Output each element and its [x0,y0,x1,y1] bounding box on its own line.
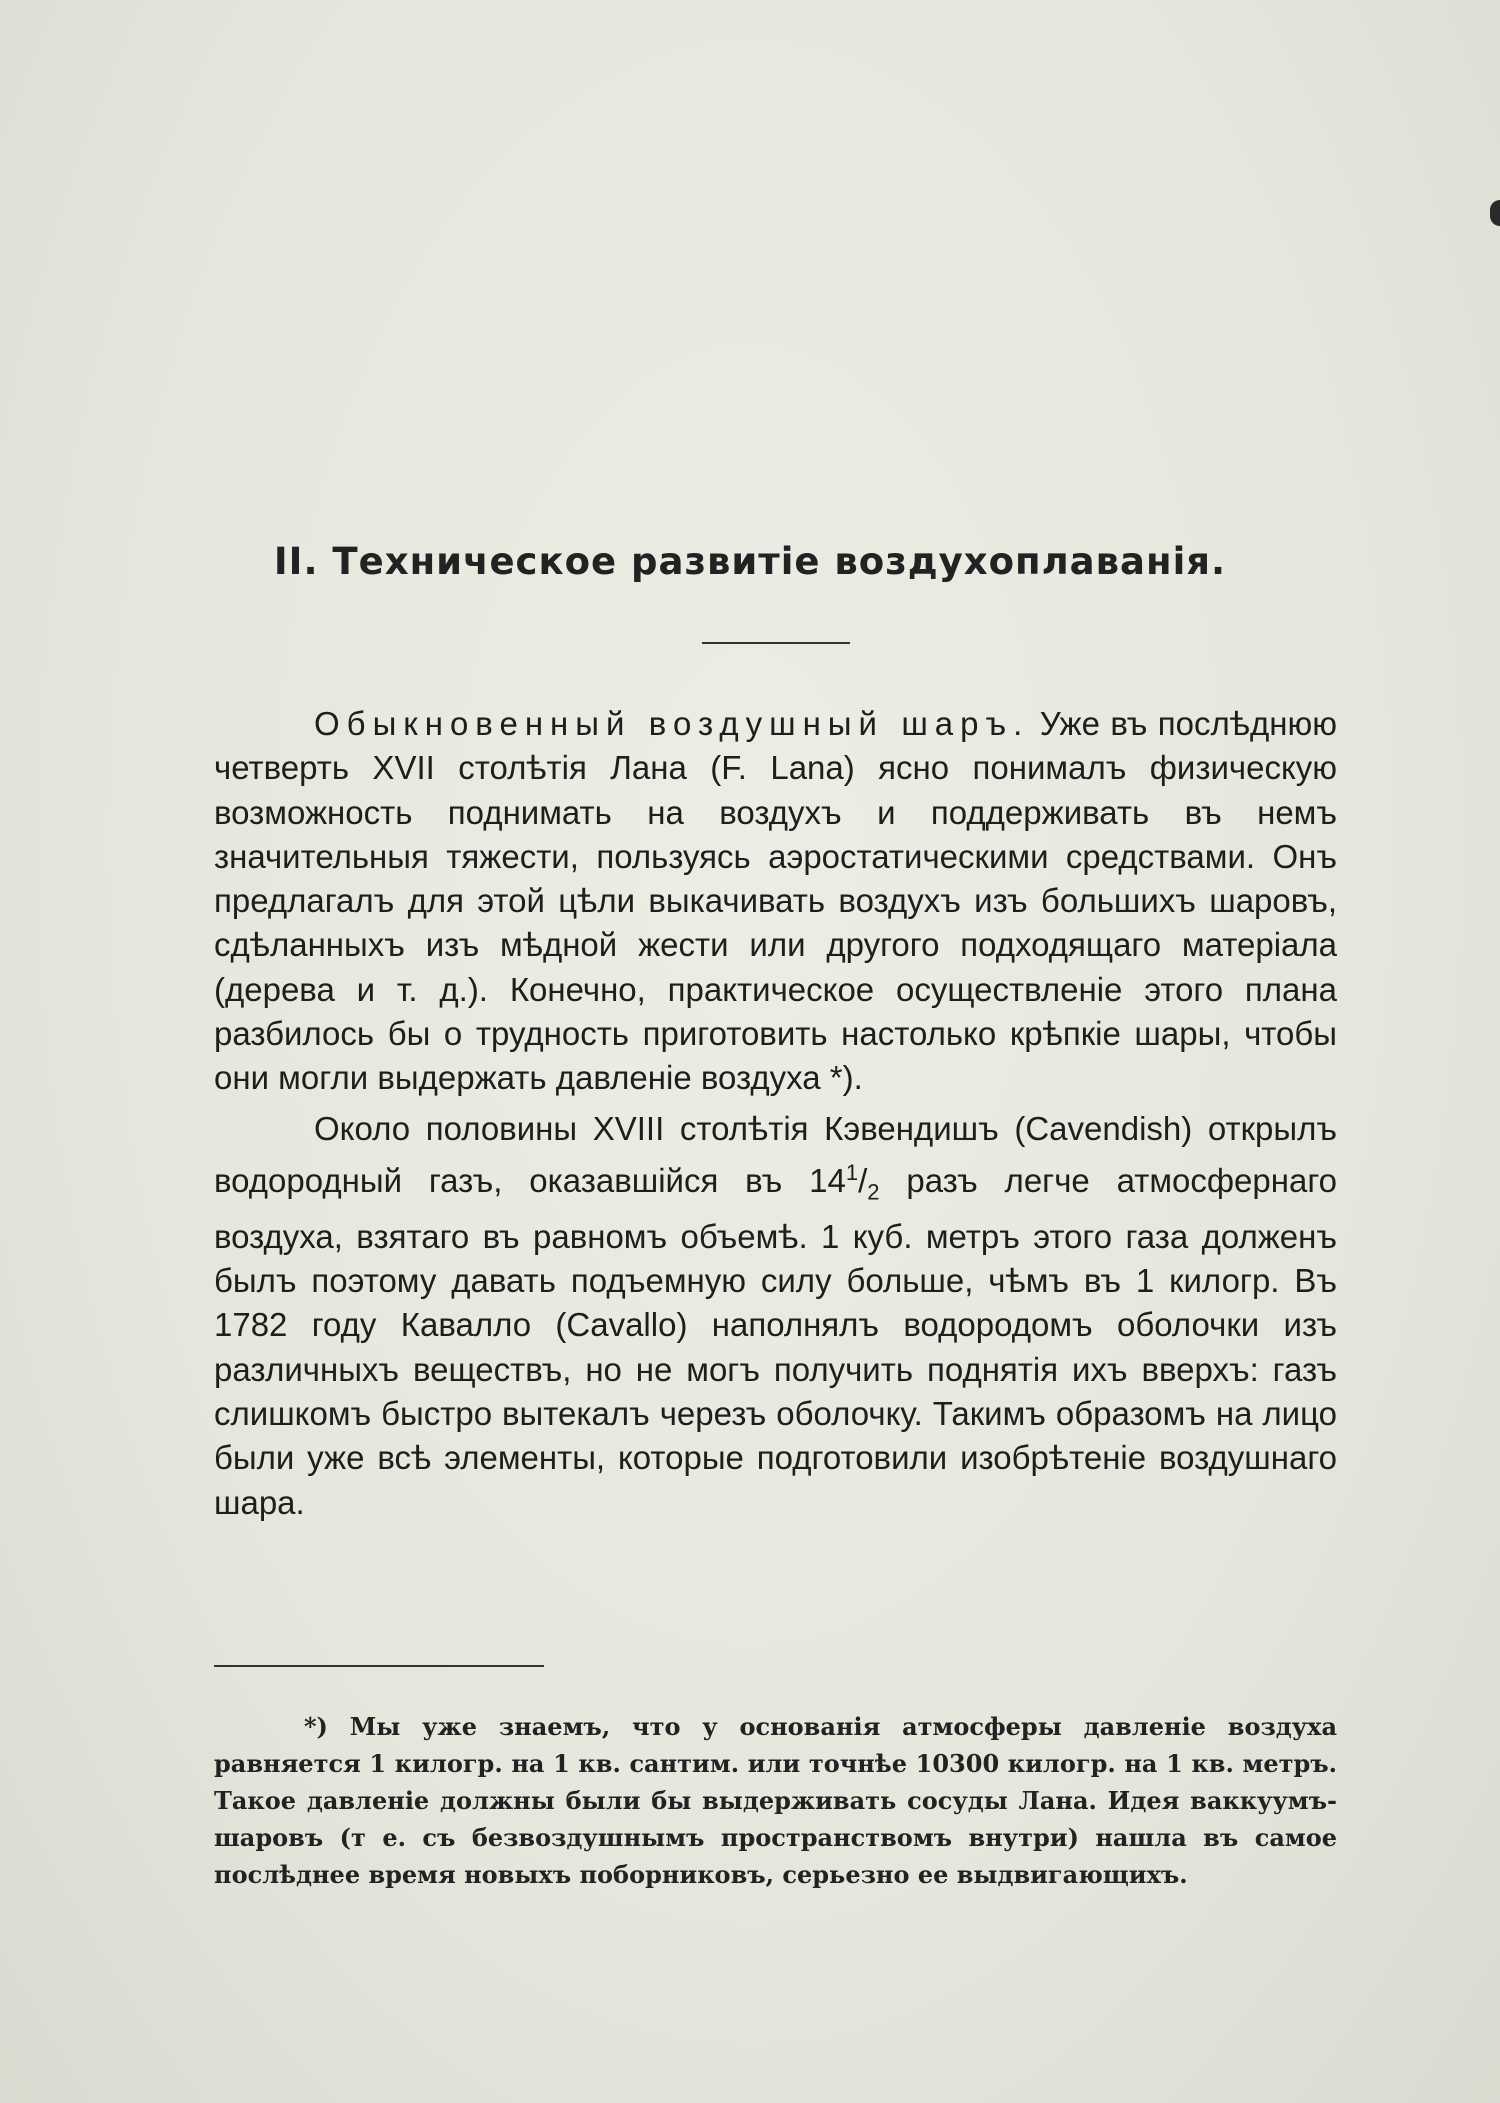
paragraph-text-a: Около половины XVIII столѣтія Кэвендишъ (Cavendish) открылъ водородный газъ, оказавшійся въ 14 [214,1109,1337,1199]
paragraph-text-b: разъ легче атмосфернаго воздуха, взятаго въ равномъ объемѣ. 1 куб. метръ этого газа долженъ былъ поэтому давать подъемную силу больше, чѣмъ въ 1 килогр. Въ 1782 году Кавалло (Cavallo) наполнялъ водородомъ оболочки изъ различныхъ веществъ, но не могъ получить поднятія ихъ вверхъ: газъ слишкомъ быстро вытекалъ черезъ оболочку. Такимъ образомъ на лицо были уже всѣ элементы, которые подготовили изобрѣтеніе воздушнаго шара. [214,1161,1337,1521]
fraction-denominator: 2 [867,1179,880,1205]
paragraph-hydrogen [214,1107,1337,1525]
paragraph-lead: Обыкновенный воздушный шаръ. [314,705,1030,742]
fraction-numerator: 1 [845,1159,859,1185]
fraction-slash: / [858,1161,868,1199]
paragraph-text: Уже въ послѣднюю четверть XVII столѣтія Лана (F. Lana) ясно понималъ физическую возможность поднимать на воздухъ и поддерживать въ немъ значительныя тяжести, пользуясь аэростатическими средствами. Онъ предлагалъ для этой цѣли выкачивать воздухъ изъ большихъ шаровъ, сдѣланныхъ изъ мѣдной жести или другого подходящаго матеріала (дерева и т. д.). Конечно, практическое осуществленіе этого плана разбилось бы о трудность приготовить настолько крѣпкіе шары, чтобы они могли выдержать давленіе воздуха *). [214,705,1337,1097]
heading-divider [702,642,850,644]
footnote: *) Мы уже знаемъ, что у основанія атмосферы давленіе воздуха равняется 1 килогр. на 1 кв. сантим. или точнѣе 10300 килогр. на 1 кв. метръ. Такое давленіе должны были бы выдерживать сосуды Лана. Идея ваккуумъ-шаровъ (т е. съ безвоздушнымъ пространствомъ внутри) нашла въ самое послѣднее время новыхъ поборниковъ, серьезно ее выдвигающихъ. [214,1712,1337,1889]
footnote-divider [214,1665,544,1667]
chapter-heading: II. Техническое развитіе воздухоплаванія. [273,540,1227,583]
paragraph-balloon [214,702,1337,1101]
page-edge-mark [1490,200,1500,226]
body-text [214,702,1337,1531]
